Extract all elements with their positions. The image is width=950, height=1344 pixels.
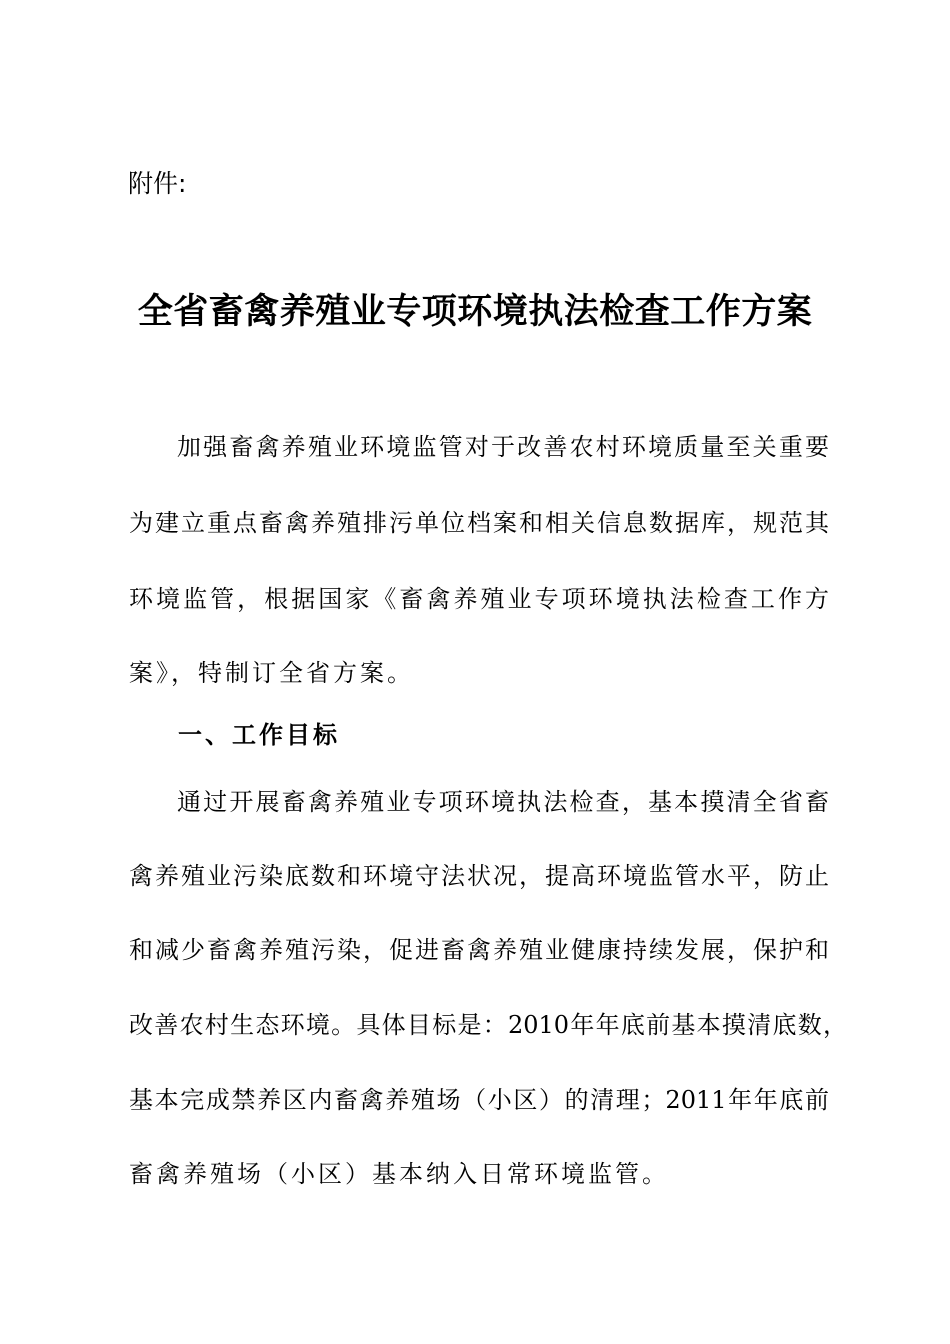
paragraph-line: 畜禽养殖场（小区）基本纳入日常环境监管。 [129, 1160, 669, 1188]
paragraph-line: 和减少畜禽养殖污染，促进畜禽养殖业健康持续发展，保护和 [129, 936, 829, 964]
paragraph-line: 通过开展畜禽养殖业专项环境执法检查，基本摸清全省畜 [177, 788, 829, 816]
section-heading: 一、工作目标 [178, 721, 340, 749]
attachment-label: 附件: [128, 169, 187, 198]
paragraph-line: 案》，特制订全省方案。 [129, 659, 414, 687]
paragraph-line: 加强畜禽养殖业环境监管对于改善农村环境质量至关重要 [177, 433, 829, 461]
paragraph-line: 基本完成禁养区内畜禽养殖场（小区）的清理；2011年年底前 [129, 1086, 829, 1114]
paragraph-line: 环境监管，根据国家《畜禽养殖业专项环境执法检查工作方 [129, 585, 829, 613]
paragraph-line: 禽养殖业污染底数和环境守法状况，提高环境监管水平，防止 [129, 862, 829, 890]
paragraph-line: 为建立重点畜禽养殖排污单位档案和相关信息数据库，规范其 [129, 509, 829, 537]
document-title: 全省畜禽养殖业专项环境执法检查工作方案 [137, 291, 813, 332]
paragraph-line: 改善农村生态环境。具体目标是：2010年年底前基本摸清底数， [129, 1011, 847, 1039]
